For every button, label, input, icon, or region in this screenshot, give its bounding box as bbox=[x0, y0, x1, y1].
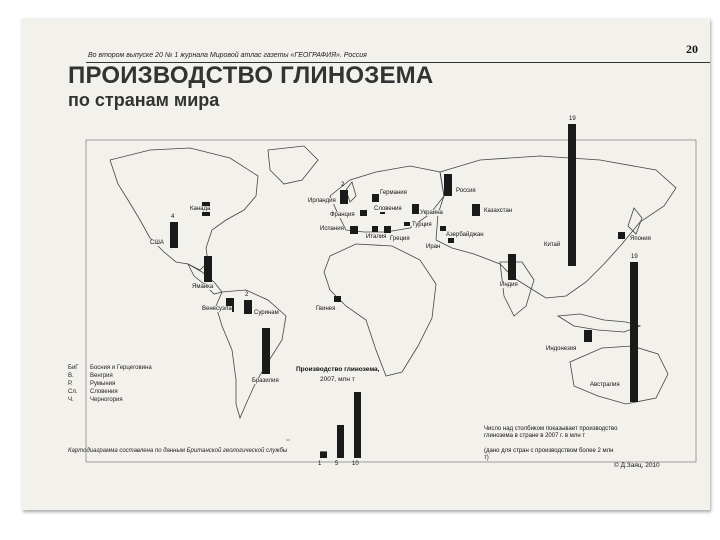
abbreviation-code: В. bbox=[68, 373, 74, 379]
abbreviation-code: Ч. bbox=[68, 397, 74, 403]
country-label-germany: Германия bbox=[380, 190, 407, 196]
page-title: ПРОИЗВОДСТВО ГЛИНОЗЕМА bbox=[68, 62, 434, 89]
bar-turkey bbox=[404, 222, 410, 226]
bar-india bbox=[508, 254, 516, 280]
production-bars bbox=[170, 124, 638, 402]
bar-ukraine bbox=[412, 204, 419, 214]
abbreviation-code: Р. bbox=[68, 381, 73, 387]
abbreviation-row bbox=[68, 364, 152, 372]
abbreviation-row bbox=[68, 380, 152, 388]
abbreviation-row bbox=[68, 372, 152, 380]
bar-greece bbox=[384, 226, 391, 233]
bar-japan bbox=[618, 232, 625, 239]
country-label-kazakhstan: Казахстан bbox=[484, 208, 513, 214]
country-label-jamaica: Ямайка bbox=[192, 284, 214, 290]
scale-bar-10 bbox=[354, 392, 361, 458]
map-frame bbox=[86, 140, 696, 462]
data-source-note: Картодиаграмма составлена по данным Британской геологической службы bbox=[68, 448, 288, 454]
bar-russia bbox=[444, 174, 452, 196]
country-label-india: Индия bbox=[500, 282, 518, 288]
abbreviation-code: Сл. bbox=[68, 389, 78, 395]
scale-tick-1: 1 bbox=[318, 461, 322, 467]
scale-legend-bars bbox=[320, 392, 361, 458]
abbreviation-code: БиГ bbox=[68, 365, 79, 371]
country-label-guinea: Гвинея bbox=[316, 306, 336, 312]
bar-china bbox=[568, 124, 576, 266]
bar-brazil bbox=[262, 328, 270, 374]
country-label-france: Франция bbox=[330, 212, 355, 218]
copyright: © Д.Заяц, 2010 bbox=[614, 462, 660, 469]
abbreviation-legend bbox=[68, 364, 152, 404]
country-label-australia: Австралия bbox=[590, 382, 620, 388]
continent-outlines bbox=[110, 146, 676, 418]
bar-jamaica bbox=[204, 256, 212, 282]
country-label-canada: Канада bbox=[190, 206, 211, 212]
country-label-usa: США bbox=[150, 240, 164, 246]
bar-suriname bbox=[244, 300, 252, 314]
africa-outline bbox=[324, 244, 436, 376]
bar-france bbox=[360, 210, 367, 216]
bar-ireland bbox=[340, 190, 348, 204]
country-label-iran: Иран bbox=[426, 244, 441, 250]
country-label-china: Китай bbox=[544, 242, 561, 248]
scale-bar-5 bbox=[337, 425, 344, 458]
indonesia-outline bbox=[558, 314, 640, 332]
country-label-ukraine: Украина bbox=[420, 210, 443, 216]
greenland-outline bbox=[268, 146, 318, 184]
bar-italy bbox=[372, 226, 378, 232]
abbreviation-row bbox=[68, 396, 152, 404]
bar-spain bbox=[350, 226, 358, 234]
bar-australia bbox=[630, 262, 638, 402]
country-label-spain: Испания bbox=[320, 226, 344, 232]
country-label-azerbaijan: Азербайджан bbox=[446, 232, 484, 238]
abbreviation-row bbox=[68, 388, 152, 396]
bar-value-australia: 19 bbox=[631, 254, 638, 260]
bar-usa bbox=[170, 222, 178, 248]
country-label-venezuela: Венесуэла bbox=[202, 306, 232, 312]
bar-value-ireland: 2 bbox=[341, 182, 345, 188]
page-subtitle: по странам мира bbox=[68, 90, 220, 110]
north-america-outline bbox=[110, 148, 258, 270]
page-number: 20 bbox=[686, 42, 698, 56]
bar-iran bbox=[448, 238, 454, 243]
asia-outline bbox=[436, 156, 676, 298]
scale-tick-5: 5 bbox=[335, 461, 339, 467]
country-label-italy: Италия bbox=[366, 234, 387, 240]
bar-azerbaijan bbox=[440, 226, 446, 231]
australia-outline bbox=[570, 346, 668, 404]
country-label-suriname: Суринам bbox=[254, 310, 279, 316]
scale-bar-1 bbox=[320, 451, 327, 458]
country-label-greece: Греция bbox=[390, 236, 410, 242]
bar-germany bbox=[372, 194, 379, 202]
bar-value-usa: 4 bbox=[171, 214, 175, 220]
scale-legend-unit: 2007, млн т bbox=[320, 376, 355, 383]
bar-value-china: 19 bbox=[569, 116, 576, 122]
abbreviation-name: Словения bbox=[90, 389, 118, 395]
abbreviation-name: Венгрия bbox=[90, 373, 113, 379]
bar-value-suriname: 2 bbox=[245, 292, 249, 298]
country-label-turkey: Турция bbox=[412, 222, 432, 228]
japan-outline bbox=[628, 208, 642, 234]
country-label-ireland: Ирландия bbox=[308, 198, 336, 204]
bar-guinea bbox=[334, 296, 341, 302]
india-outline bbox=[500, 262, 534, 316]
bar-kazakhstan bbox=[472, 204, 480, 216]
country-label-japan: Япония bbox=[630, 236, 651, 242]
abbreviation-name: Босния и Герцеговина bbox=[90, 365, 152, 371]
running-header: Во втором выпуске 20 № 1 журнала Мировой атлас газеты «ГЕОГРАФИЯ». Россия bbox=[88, 52, 367, 59]
country-label-slovenia: Словения bbox=[374, 206, 402, 212]
bar-value-note: Число над столбиком показывает производство глинозема в стране в 2007 г. в млн т bbox=[484, 426, 618, 439]
bar-indonesia bbox=[584, 330, 592, 342]
scale-tick-10: 10 bbox=[352, 461, 359, 467]
country-label-brazil: Бразилия bbox=[252, 378, 279, 384]
abbreviation-name: Румыния bbox=[90, 381, 116, 387]
country-label-indonesia: Индонезия bbox=[546, 346, 577, 352]
abbreviation-name: Черногория bbox=[90, 397, 123, 403]
country-label-russia: Россия bbox=[456, 188, 476, 194]
scale-legend-title: Производство глинозема, bbox=[296, 366, 380, 373]
bar-value-note-condition: (дано для стран с производством более 2 млн т) bbox=[484, 448, 614, 461]
